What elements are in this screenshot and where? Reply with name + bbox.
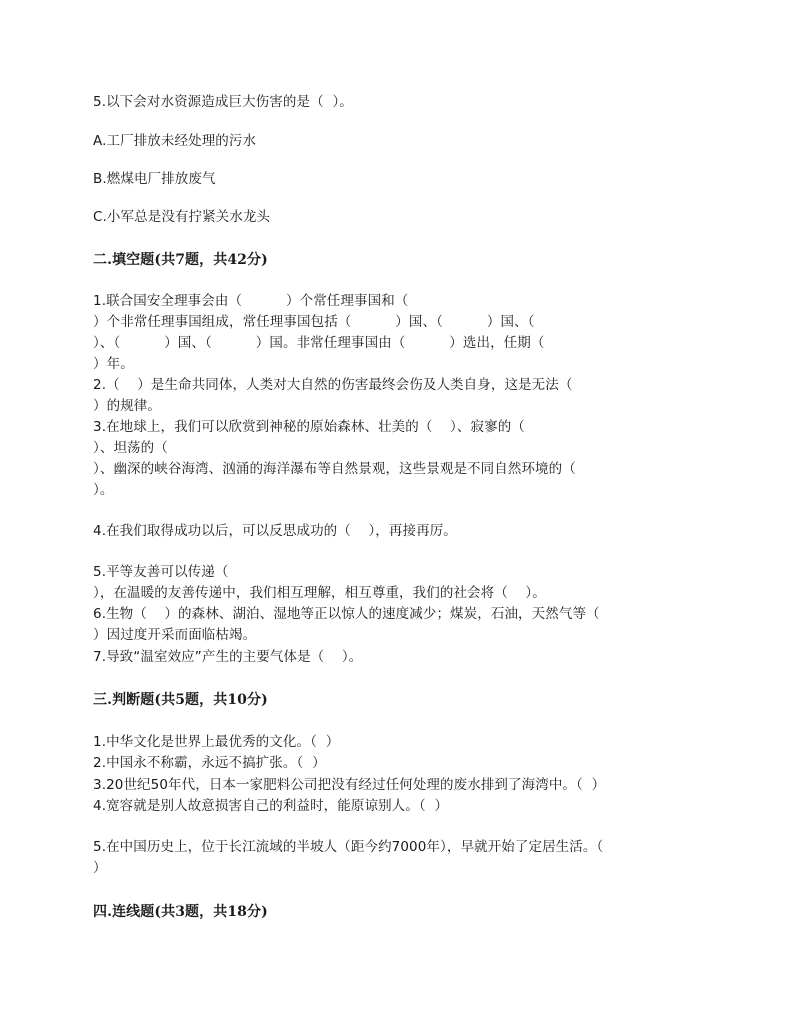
fill-q7: 7.导致“温室效应”产生的主要气体是（ ）。 (93, 649, 363, 665)
tf-q1: 1.中华文化是世界上最优秀的文化。（ ） (93, 734, 340, 750)
fill-q3-line-1: 3.在地球上，我们可以欣赏到神秘的原始森林、壮美的（ ）、寂寥的（ (93, 419, 525, 435)
fill-q5-line-2: ），在温暖的友善传递中，我们相互理解，相互尊重，我们的社会将（ ）。 (93, 585, 546, 601)
option-b: B.燃煤电厂排放废气 (93, 171, 216, 187)
fill-q3-line-4: ）。 (93, 482, 114, 498)
fill-q5-line-1: 5.平等友善可以传递（ (93, 564, 229, 580)
fill-q1-line-4: ）年。 (93, 356, 134, 372)
fill-q2-line-1: 2.（ ）是生命共同体，人类对大自然的伤害最终会伤及人类自身，这是无法（ (93, 377, 573, 393)
section-heading-matching: 四.连线题(共3题，共18分) (93, 904, 268, 920)
tf-q4: 4.宽容就是别人故意损害自己的利益时，能原谅别人。（ ） (93, 798, 449, 814)
fill-q1-line-3: ）、（ ）国、（ ）国。非常任理事国由（ ）选出，任期（ (93, 335, 545, 351)
option-c: C.小军总是没有拧紧关水龙头 (93, 209, 271, 225)
fill-q2-line-2: ）的规律。 (93, 398, 161, 414)
tf-q3: 3.20世纪50年代，日本一家肥料公司把没有经过任何处理的废水排到了海湾中。（ ） (93, 777, 606, 793)
question-5-choice-stem: 5.以下会对水资源造成巨大伤害的是（ ）。 (93, 94, 353, 110)
fill-q3-line-2: ）、坦荡的（ (93, 440, 168, 456)
fill-q4: 4.在我们取得成功以后，可以反思成功的（ ），再接再厉。 (93, 523, 457, 539)
section-heading-true-false: 三.判断题(共5题，共10分) (93, 692, 268, 708)
option-a: A.工厂排放未经处理的污水 (93, 133, 257, 149)
fill-q3-line-3: ）、幽深的峡谷海湾、汹涌的海洋瀑布等自然景观，这些景观是不同自然环境的（ (93, 461, 576, 477)
section-heading-fill-blank: 二.填空题(共7题，共42分) (93, 252, 268, 268)
tf-q5-line-2: ） (93, 860, 107, 876)
fill-q6-line-2: ）因过度开采而面临枯竭。 (93, 627, 257, 643)
tf-q2: 2.中国永不称霸，永远不搞扩张。（ ） (93, 755, 326, 771)
tf-q5-line-1: 5.在中国历史上，位于长江流域的半坡人（距今约7000年），早就开始了定居生活。（ (93, 839, 604, 855)
fill-q1-line-1: 1.联合国安全理事会由（ ）个常任理事国和（ (93, 293, 409, 309)
fill-q6-line-1: 6.生物（ ）的森林、湖泊、湿地等正以惊人的速度减少；煤炭，石油，天然气等（ (93, 606, 600, 622)
fill-q1-line-2: ）个非常任理事国组成，常任理事国包括（ ）国、（ ）国、（ (93, 314, 535, 330)
